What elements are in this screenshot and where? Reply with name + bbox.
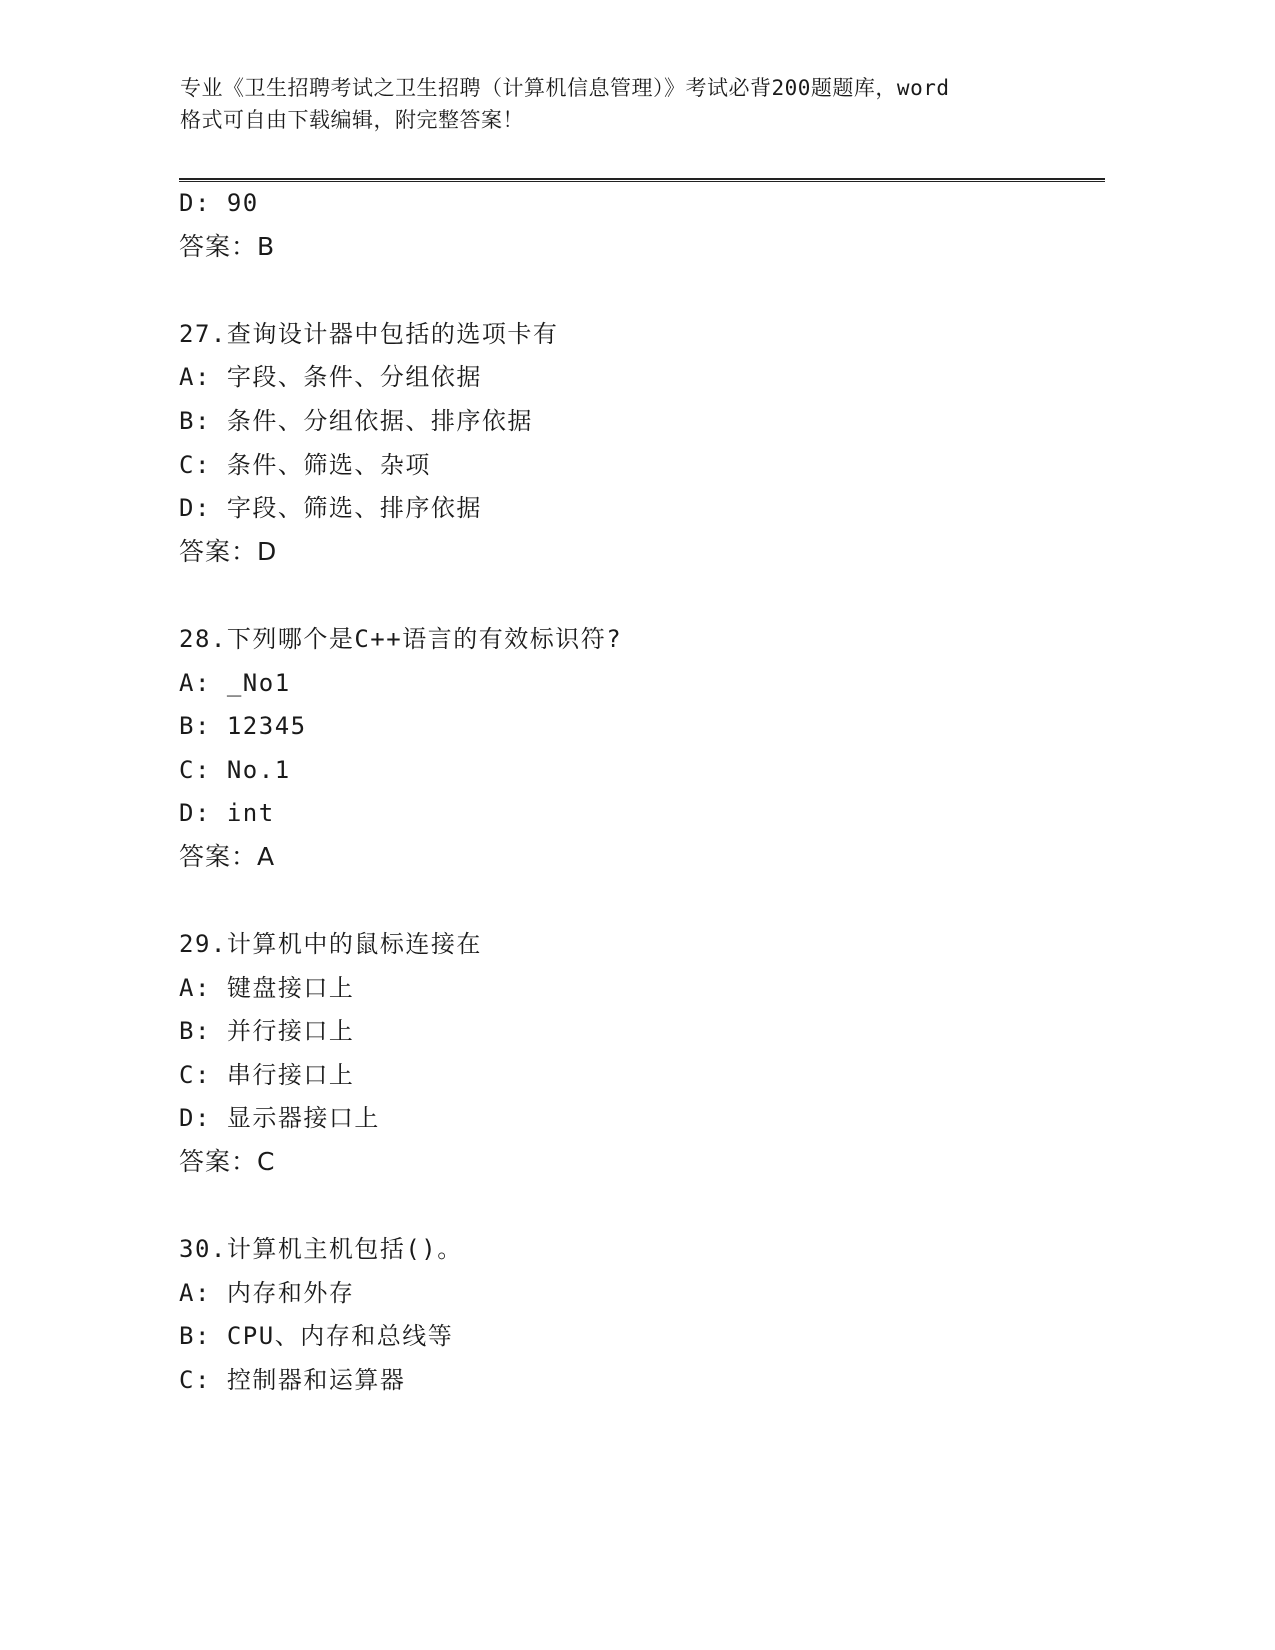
option-b: B: 并行接口上 <box>179 1017 355 1046</box>
option-c: C: No.1 <box>179 755 291 784</box>
option-a: A: _No1 <box>179 668 291 697</box>
question-stem: 28.下列哪个是C++语言的有效标识符? <box>179 624 623 653</box>
option-a: A: 键盘接口上 <box>179 973 355 1002</box>
question-stem: 29.计算机中的鼠标连接在 <box>179 930 482 959</box>
option-a: A: 内存和外存 <box>179 1278 355 1307</box>
answer-line: 答案：D <box>179 536 278 566</box>
spacer <box>179 579 1099 623</box>
spacer <box>179 885 1099 929</box>
option-b: B: 条件、分组依据、排序依据 <box>179 406 533 435</box>
option-b: B: CPU、内存和总线等 <box>179 1322 454 1351</box>
header-divider <box>179 178 1105 182</box>
option-c: C: 条件、筛选、杂项 <box>179 450 431 479</box>
option-b: B: 12345 <box>179 712 307 741</box>
spacer <box>179 1190 1099 1234</box>
prev-answer: 答案：B <box>179 231 276 261</box>
header-title-line-2: 格式可自由下载编辑，附完整答案！ <box>180 108 524 132</box>
question-block-28 <box>179 623 1099 885</box>
answer-line: 答案：A <box>179 841 276 871</box>
question-block-30 <box>179 1233 1099 1407</box>
option-c: C: 控制器和运算器 <box>179 1366 406 1395</box>
option-d: D: int <box>179 799 275 828</box>
option-c: C: 串行接口上 <box>179 1060 355 1089</box>
header-title-line-1: 专业《卫生招聘考试之卫生招聘（计算机信息管理）》考试必背200题题库，word <box>180 76 950 100</box>
question-block-29 <box>179 928 1099 1190</box>
document-header <box>180 72 1060 136</box>
question-list <box>179 187 1099 1408</box>
option-d: D: 显示器接口上 <box>179 1104 380 1133</box>
answer-line: 答案：C <box>179 1147 276 1177</box>
question-stem: 30.计算机主机包括()。 <box>179 1235 463 1264</box>
option-d: D: 字段、筛选、排序依据 <box>179 494 482 523</box>
spacer <box>179 274 1099 318</box>
prev-option-d: D: 90 <box>179 189 259 217</box>
question-stem: 27.查询设计器中包括的选项卡有 <box>179 319 559 348</box>
option-a: A: 字段、条件、分组依据 <box>179 363 482 392</box>
question-block-27 <box>179 318 1099 580</box>
